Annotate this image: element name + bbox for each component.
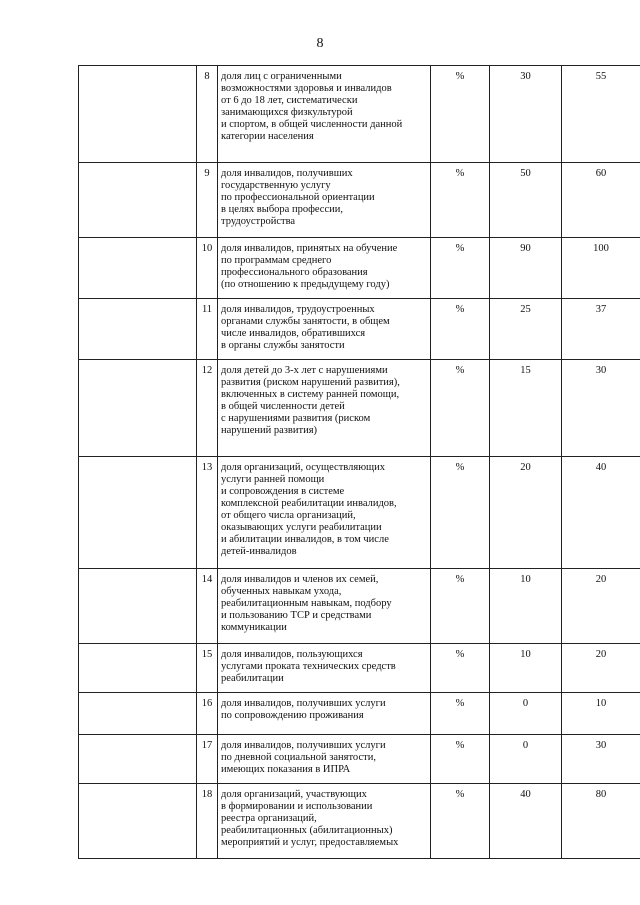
unit-cell: % (431, 735, 490, 784)
unit-cell: % (431, 66, 490, 163)
value-cell-1: 30 (490, 66, 562, 163)
table-row (79, 569, 640, 644)
empty-cell (79, 735, 197, 784)
unit-cell: % (431, 360, 490, 457)
value-cell-2: 55 (562, 66, 640, 163)
unit-cell: % (431, 238, 490, 299)
row-number: 13 (197, 457, 218, 569)
table-row (79, 693, 640, 735)
value-cell-2: 20 (562, 644, 640, 693)
table-row (79, 784, 640, 859)
empty-cell (79, 569, 197, 644)
empty-cell (79, 360, 197, 457)
table-row (79, 644, 640, 693)
value-cell-2: 40 (562, 457, 640, 569)
table-row (79, 66, 640, 163)
table-row (79, 360, 640, 457)
indicator-text: доля инвалидов, принятых на обучение по программам среднего профессионального образования (по отношению к предыдущему году) (218, 238, 431, 299)
row-number: 10 (197, 238, 218, 299)
empty-cell (79, 784, 197, 859)
value-cell-1: 90 (490, 238, 562, 299)
value-cell-2: 80 (562, 784, 640, 859)
value-cell-2: 10 (562, 693, 640, 735)
value-cell-1: 15 (490, 360, 562, 457)
table-row (79, 238, 640, 299)
indicator-text: доля инвалидов и членов их семей, обученных навыкам ухода, реабилитационным навыкам, подбору и пользованию ТСР и средствами коммуникации (218, 569, 431, 644)
unit-cell: % (431, 163, 490, 238)
indicator-text: доля детей до 3-х лет с нарушениями развития (риском нарушений развития), включенных в систему ранней помощи, в общей численности детей с нарушениями развития (риском нарушений развития) (218, 360, 431, 457)
unit-cell: % (431, 693, 490, 735)
unit-cell: % (431, 299, 490, 360)
value-cell-2: 60 (562, 163, 640, 238)
empty-cell (79, 66, 197, 163)
row-number: 8 (197, 66, 218, 163)
indicator-text: доля инвалидов, пользующихся услугами проката технических средств реабилитации (218, 644, 431, 693)
value-cell-2: 30 (562, 735, 640, 784)
value-cell-2: 30 (562, 360, 640, 457)
table-row (79, 457, 640, 569)
indicators-table (78, 65, 640, 859)
row-number: 9 (197, 163, 218, 238)
value-cell-1: 10 (490, 644, 562, 693)
indicator-text: доля инвалидов, получивших государственную услугу по профессиональной ориентации в целях выбора профессии, трудоустройства (218, 163, 431, 238)
table-row (79, 163, 640, 238)
value-cell-2: 20 (562, 569, 640, 644)
unit-cell: % (431, 569, 490, 644)
empty-cell (79, 238, 197, 299)
indicator-text: доля организаций, осуществляющих услуги ранней помощи и сопровождения в системе комплексной реабилитации инвалидов, от общего числа организаций, оказывающих услуги реабилитации и абилитации инвалидов, в том числе детей-инвалидов (218, 457, 431, 569)
page-number: 8 (316, 36, 324, 51)
row-number: 12 (197, 360, 218, 457)
value-cell-1: 0 (490, 693, 562, 735)
unit-cell: % (431, 457, 490, 569)
empty-cell (79, 163, 197, 238)
empty-cell (79, 299, 197, 360)
value-cell-1: 0 (490, 735, 562, 784)
value-cell-1: 25 (490, 299, 562, 360)
value-cell-1: 50 (490, 163, 562, 238)
empty-cell (79, 457, 197, 569)
row-number: 17 (197, 735, 218, 784)
table-row (79, 299, 640, 360)
value-cell-2: 100 (562, 238, 640, 299)
row-number: 15 (197, 644, 218, 693)
table-row (79, 735, 640, 784)
empty-cell (79, 693, 197, 735)
indicator-text: доля инвалидов, получивших услуги по сопровождению проживания (218, 693, 431, 735)
value-cell-1: 20 (490, 457, 562, 569)
value-cell-1: 40 (490, 784, 562, 859)
unit-cell: % (431, 784, 490, 859)
empty-cell (79, 644, 197, 693)
indicator-text: доля лиц с ограниченными возможностями здоровья и инвалидов от 6 до 18 лет, систематически занимающихся физкультурой и спортом, в общей численности данной категории населения (218, 66, 431, 163)
value-cell-2: 37 (562, 299, 640, 360)
unit-cell: % (431, 644, 490, 693)
indicator-text: доля инвалидов, получивших услуги по дневной социальной занятости, имеющих показания в ИПРА (218, 735, 431, 784)
value-cell-1: 10 (490, 569, 562, 644)
indicator-text: доля организаций, участвующих в формировании и использовании реестра организаций, реабилитационных (абилитационных) мероприятий и услуг, предоставляемых (218, 784, 431, 859)
indicator-text: доля инвалидов, трудоустроенных органами службы занятости, в общем числе инвалидов, обратившихся в органы службы занятости (218, 299, 431, 360)
row-number: 18 (197, 784, 218, 859)
row-number: 16 (197, 693, 218, 735)
row-number: 11 (197, 299, 218, 360)
row-number: 14 (197, 569, 218, 644)
